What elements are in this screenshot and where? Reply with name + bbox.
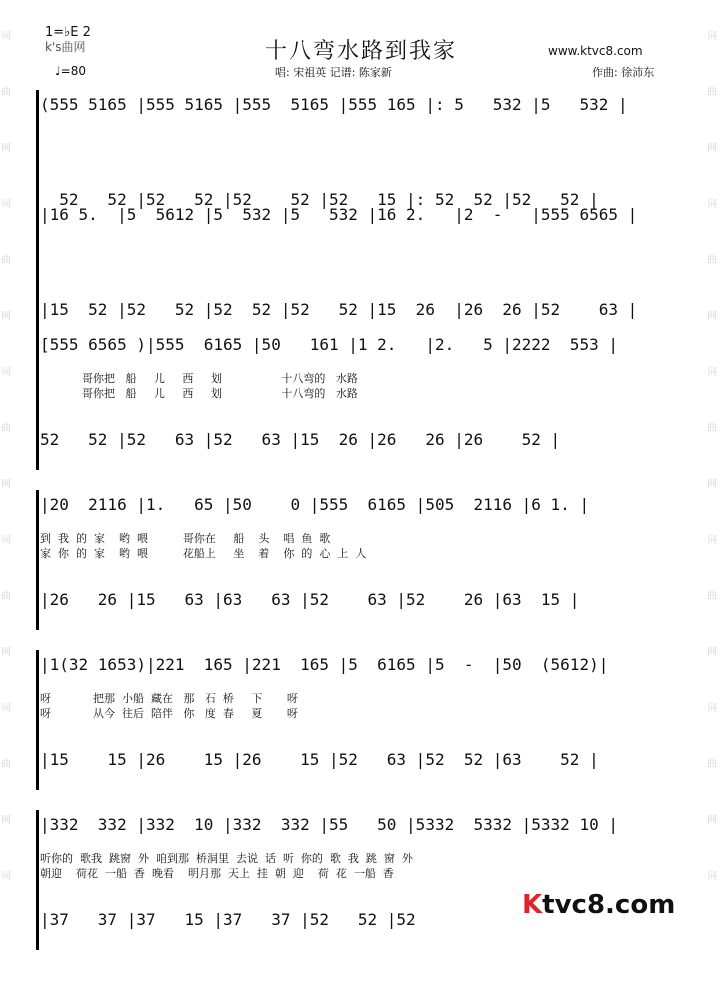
side-watermark-char: 词	[707, 535, 717, 546]
bass-line: 52 52 |52 52 |52 52 |52 15 |: 52 52 |52 52 |	[40, 190, 599, 209]
lyrics-verse-1: 呀 把那 小船 藏在 那 石 桥 下 呀	[40, 692, 298, 705]
side-watermark-char: 网	[1, 143, 11, 154]
lyrics-verse-1: 听你的 歌我 跳窗 外 咱到那 桥洞里 去说 话 听 你的 歌 我 跳 窗 外	[40, 852, 413, 865]
side-watermark-char: 曲	[707, 423, 717, 434]
watermark-right-column	[707, 30, 721, 970]
side-watermark-char: 曲	[707, 87, 717, 98]
watermark-rest: tvc8.com	[542, 890, 676, 920]
key-line: 1=♭E 2	[45, 25, 91, 40]
bass-line: |26 26 |15 63 |63 63 |52 63 |52 26 |63 15 |	[40, 590, 580, 609]
lyrics-verse-1: 到 我 的 家 哟 喂 哥你在 船 头 唱 鱼 歌	[40, 532, 331, 545]
lyrics-verse-2: 家 你 的 家 哟 喂 花船上 坐 着 你 的 心 上 人	[40, 547, 367, 560]
side-watermark-char: 词	[707, 31, 717, 42]
bass-line: 52 52 |52 63 |52 63 |15 26 |26 26 |26 52 |	[40, 430, 561, 449]
side-watermark-char: 网	[1, 479, 11, 490]
side-watermark-char: 曲	[707, 255, 717, 266]
side-watermark-char: 曲	[1, 591, 11, 602]
site-logo-text: k's曲网	[45, 40, 86, 54]
side-watermark-char: 词	[707, 367, 717, 378]
side-watermark-char: 网	[707, 479, 717, 490]
side-watermark-char: 曲	[707, 591, 717, 602]
lyrics-verse-2: 呀 从今 往后 陪伴 你 度 春 夏 呀	[40, 707, 298, 720]
source-url: www.ktvc8.com	[548, 44, 643, 58]
side-watermark-char: 曲	[707, 759, 717, 770]
composer-credit: 作曲: 徐沛东	[592, 66, 655, 79]
side-watermark-char: 词	[1, 199, 11, 210]
watermark-k: K	[522, 890, 543, 920]
side-watermark-char: 曲	[1, 255, 11, 266]
melody-line: [555 6565 )|555 6165 |50 161 |1 2. |2. 5 |2222 553 |	[40, 335, 618, 354]
side-watermark-char: 词	[707, 199, 717, 210]
ktvc8-watermark-logo	[522, 890, 675, 920]
song-title: 十八弯水路到我家	[264, 39, 457, 64]
side-watermark-char: 网	[707, 647, 717, 658]
watermark-left-column	[1, 30, 15, 970]
lyrics-verse-2: 哥你把 船 儿 西 划 十八弯的 水路	[40, 387, 358, 400]
side-watermark-char: 网	[1, 647, 11, 658]
side-watermark-char: 词	[1, 703, 11, 714]
side-watermark-char: 网	[707, 143, 717, 154]
side-watermark-char: 网	[1, 311, 11, 322]
side-watermark-char: 词	[1, 367, 11, 378]
lyrics-verse-1: 哥你把 船 儿 西 划 十八弯的 水路	[40, 372, 358, 385]
side-watermark-char: 曲	[1, 423, 11, 434]
side-watermark-char: 网	[707, 311, 717, 322]
melody-line: |16 5. |5 5612 |5 532 |5 532 |16 2. |2 - |555 6565 |	[40, 205, 638, 224]
lyrics-verse-2: 朝迎 荷花 一船 香 晚看 明月那 天上 挂 朝 迎 荷 花 一船 香	[40, 867, 394, 880]
melody-line: |1(32 1653)|221 165 |221 165 |5 6165 |5 - |50 (5612)|	[40, 655, 609, 674]
bass-line: |15 15 |26 15 |26 15 |52 63 |52 52 |63 52 |	[40, 750, 599, 769]
side-watermark-char: 词	[1, 31, 11, 42]
side-watermark-char: 词	[707, 871, 717, 882]
bass-line: |15 52 |52 52 |52 52 |52 52 |15 26 |26 26 |52 63 |	[40, 300, 638, 319]
side-watermark-char: 词	[707, 703, 717, 714]
side-watermark-char: 曲	[1, 87, 11, 98]
melody-line: |332 332 |332 10 |332 332 |55 50 |5332 5332 |5332 10 |	[40, 815, 618, 834]
melody-line: |20 2116 |1. 65 |50 0 |555 6165 |505 2116 |6 1. |	[40, 495, 590, 514]
melody-line: (555 5165 |555 5165 |555 5165 |555 165 |: 5 532 |5 532 |	[40, 95, 628, 114]
side-watermark-char: 曲	[1, 759, 11, 770]
side-watermark-char: 词	[1, 871, 11, 882]
side-watermark-char: 网	[707, 815, 717, 826]
bass-line: |37 37 |37 15 |37 37 |52 52 |52	[40, 910, 426, 929]
tempo-marking: ♩=80	[55, 64, 86, 78]
side-watermark-char: 词	[1, 535, 11, 546]
side-watermark-char: 网	[1, 815, 11, 826]
credits-line: 唱: 宋祖英 记谱: 陈家新	[275, 66, 392, 79]
